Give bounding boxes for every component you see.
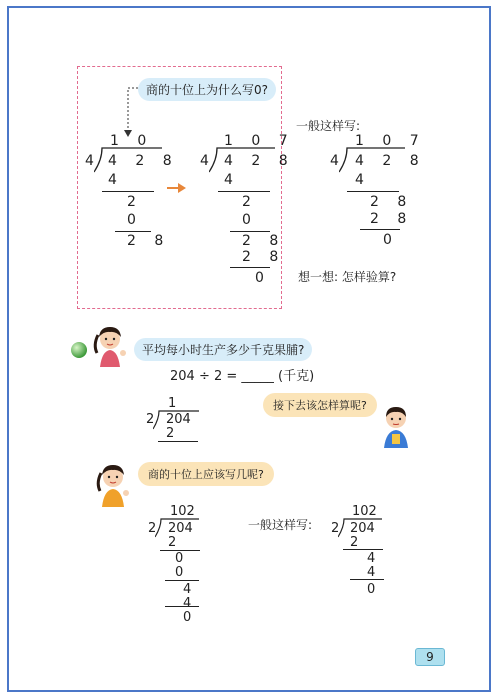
- divisor: 4: [85, 153, 101, 169]
- remainder-row: 2 8: [370, 194, 414, 210]
- remainder-row: 0: [383, 232, 399, 248]
- product-row: 2: [166, 426, 175, 441]
- question-text: 商的十位上为什么写0?: [146, 83, 269, 97]
- rule: [115, 231, 151, 232]
- girl-speech-bubble: [138, 462, 274, 486]
- think-prompt: 想一想: 怎样验算?: [298, 270, 397, 284]
- divisor: 4: [200, 153, 216, 169]
- rule: [230, 231, 270, 232]
- question-bubble: [134, 338, 312, 361]
- page-number: 9: [415, 648, 445, 666]
- quotient: 1 0: [110, 133, 154, 149]
- dotted-pointer: [122, 84, 142, 140]
- arrow-icon: [166, 182, 188, 194]
- product-row: 4: [108, 172, 124, 188]
- bullet-ball-icon: [69, 340, 89, 360]
- question-text: 平均每小时生产多少千克果脯?: [142, 343, 305, 357]
- remainder-row: 0: [175, 551, 184, 566]
- girl-avatar: [95, 463, 131, 507]
- rule: [218, 191, 270, 192]
- product-row: 0: [242, 212, 258, 228]
- quotient: 102: [170, 504, 195, 519]
- rule: [165, 580, 199, 581]
- remainder-row: 0: [367, 582, 376, 597]
- product-row: 2: [350, 535, 359, 550]
- product-row: 0: [127, 212, 143, 228]
- rule: [165, 606, 199, 607]
- boy-speech-bubble: [263, 393, 377, 417]
- girl-avatar: [90, 325, 130, 367]
- dividend: 204: [166, 412, 191, 427]
- product-row: 4: [367, 565, 376, 580]
- divisor: 2: [331, 521, 340, 536]
- dividend: 4 2 8: [108, 153, 179, 169]
- rule: [230, 267, 270, 268]
- rule: [347, 191, 399, 192]
- quotient: 102: [352, 504, 377, 519]
- remainder-row: 0: [183, 610, 192, 625]
- divisor: 4: [330, 153, 346, 169]
- product-row: 2 8: [370, 211, 414, 227]
- equation: 204 ÷ 2 = _____ (千克): [170, 369, 315, 384]
- divisor: 2: [146, 412, 155, 427]
- dividend: 4 2 8: [355, 153, 426, 169]
- remainder-row: 4: [183, 582, 192, 597]
- rule: [102, 191, 154, 192]
- rule: [350, 579, 384, 580]
- product-row: 4: [355, 172, 371, 188]
- usual-label: 一般这样写:: [248, 518, 313, 532]
- quotient: 1 0 7: [224, 133, 295, 149]
- dividend: 204: [168, 521, 193, 536]
- dividend: 4 2 8: [224, 153, 295, 169]
- product-row: 4: [224, 172, 240, 188]
- rule: [360, 229, 400, 230]
- question-bubble: [138, 78, 276, 101]
- remainder-row: 4: [367, 551, 376, 566]
- boy-avatar: [380, 404, 412, 448]
- product-row: 4: [183, 596, 192, 611]
- dividend: 204: [350, 521, 375, 536]
- quotient: 1: [168, 396, 177, 411]
- rule: [343, 549, 383, 550]
- quotient: 1 0 7: [355, 133, 426, 149]
- usual-label: 一般这样写:: [296, 119, 361, 133]
- remainder-row: 2: [242, 194, 258, 210]
- remainder-row: 2: [127, 194, 143, 210]
- product-row: 2 8: [242, 249, 286, 265]
- remainder-row: 0: [255, 270, 271, 286]
- girl-speech-text: 商的十位上应该写几呢?: [148, 468, 264, 481]
- product-row: 2: [168, 535, 177, 550]
- remainder-row: 2 8: [127, 233, 171, 249]
- divisor: 2: [148, 521, 157, 536]
- boy-speech-text: 接下去该怎样算呢?: [273, 399, 367, 412]
- product-row: 0: [175, 565, 184, 580]
- remainder-row: 2 8: [242, 233, 286, 249]
- rule: [158, 441, 198, 442]
